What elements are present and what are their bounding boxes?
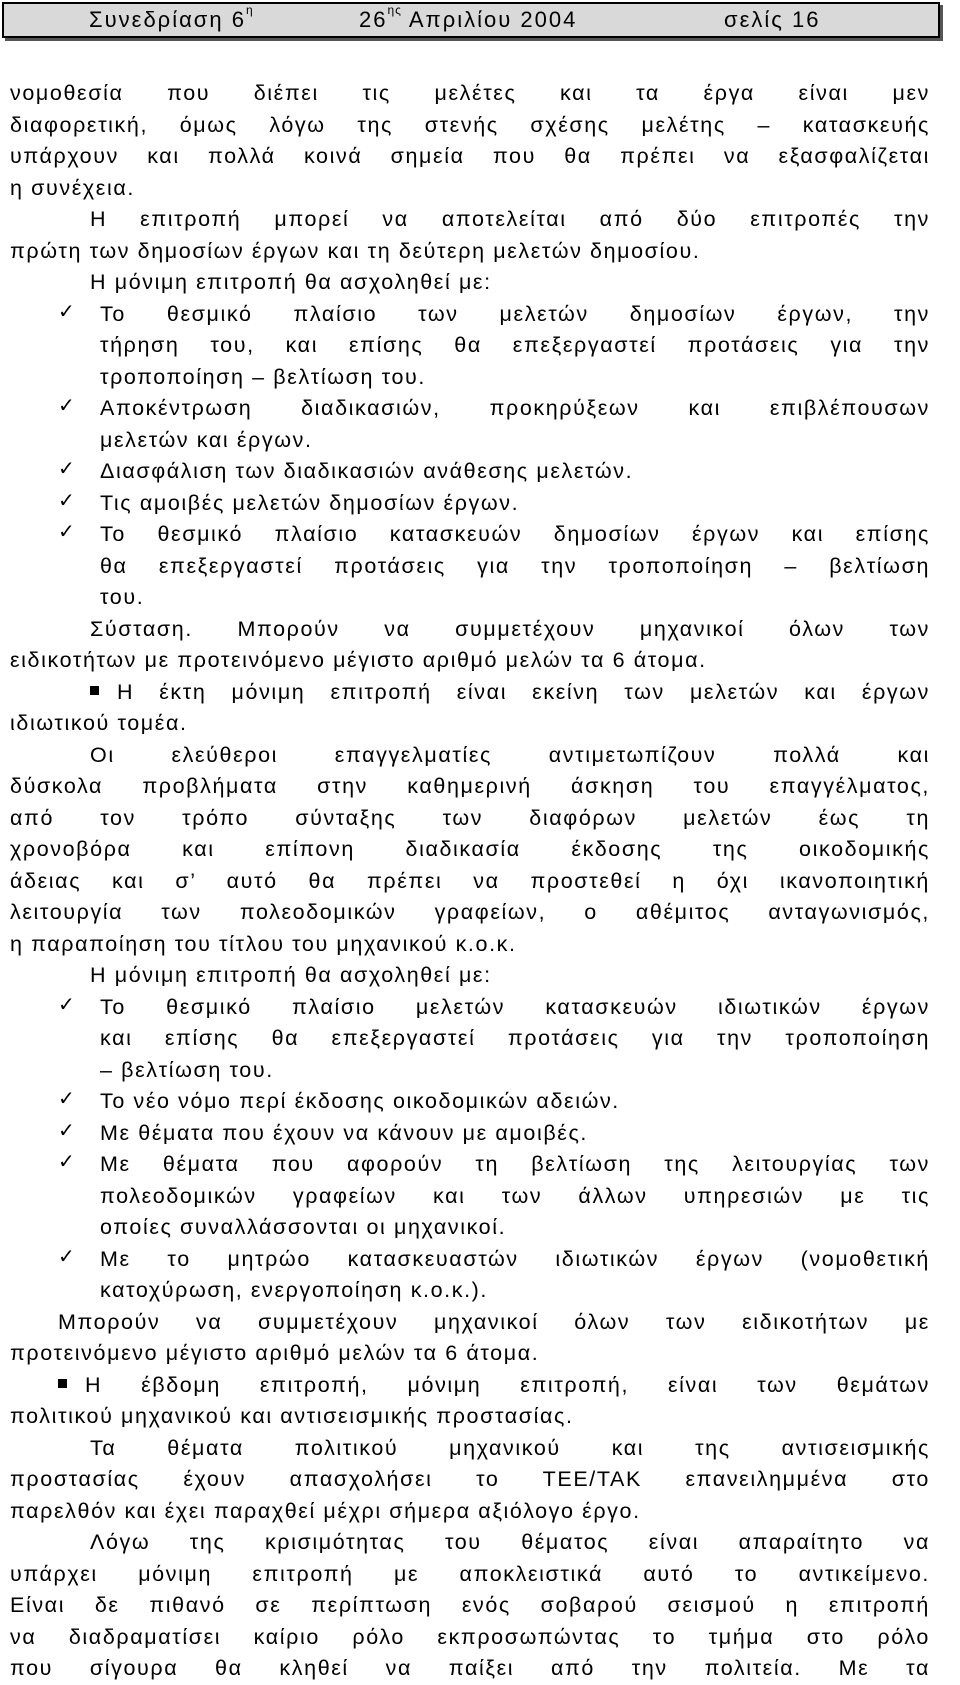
text-line: Οι ελεύθεροι επαγγελματίες αντιμετωπίζουν πολλά και: [90, 742, 930, 767]
text-line: άδειας και σ’ αυτό θα πρέπει να προστεθεί η όχι ικανοποιητική: [10, 868, 930, 893]
page-header: [2, 2, 940, 38]
check-icon: ✓: [58, 395, 75, 417]
list-item-cont: θα επεξεργαστεί προτάσεις για την τροποποίηση – βελτίωση: [100, 553, 930, 578]
list-item: Τις αμοιβές μελετών δημοσίων έργων.: [100, 490, 520, 515]
list-item: Αποκέντρωση διαδικασιών, προκηρύξεων και επιβλέπουσων: [100, 396, 930, 420]
page-number: σελίς 16: [724, 7, 821, 32]
list-item-cont: και επίσης θα επεξεργαστεί προτάσεις για την τροποποίηση: [100, 1026, 930, 1050]
list-item: Με το μητρώο κατασκευαστών ιδιωτικών έργων (νομοθετική: [100, 1246, 930, 1271]
text-line: πολιτικού μηχανικού και αντισεισμικής προστασίας.: [10, 1404, 574, 1428]
check-icon: ✓: [58, 1119, 75, 1142]
check-icon: ✓: [58, 1151, 75, 1173]
text-line: Λόγω της κρισιμότητας του θέματος είναι απαραίτητο να: [90, 1530, 930, 1554]
text-line: προστασίας έχουν απασχολήσει το ΤΕΕ/ΤΑΚ επανειλημμένα στο: [10, 1467, 930, 1491]
list-item-cont: μελετών και έργων.: [100, 427, 313, 452]
list-item-cont: πολεοδομικών γραφείων και των άλλων υπηρεσιών με τις: [100, 1183, 930, 1208]
text-line: δύσκολα προβλήματα στην καθημερινή άσκηση του επαγγέλματος,: [10, 774, 930, 798]
list-item-cont: κατοχύρωση, ενεργοποίηση κ.ο.κ.).: [100, 1278, 489, 1302]
square-bullet-icon: [90, 686, 99, 695]
text-line: πρώτη των δημοσίων έργων και τη δεύτερη μελετών δημοσίου.: [10, 238, 701, 263]
list-item-cont: – βελτίωση του.: [100, 1057, 274, 1082]
text-line: Είναι δε πιθανό σε περίπτωση ενός σοβαρού σεισμού η επιτροπή: [10, 1593, 930, 1617]
list-item: Το θεσμικό πλαίσιο κατασκευών δημοσίων έργων και επίσης: [100, 522, 930, 546]
list-item: Το νέο νόμο περί έκδοσης οικοδομικών αδειών.: [100, 1089, 620, 1113]
text-line: να διαδραματίσει καίριο ρόλο εκπροσωπώντας το τμήμα στο ρόλο: [10, 1624, 930, 1649]
list-item: Το θεσμικό πλαίσιο των μελετών δημοσίων έργων, την: [100, 301, 930, 326]
text-line: ιδιωτικού τομέα.: [10, 711, 188, 735]
text-line: Τα θέματα πολιτικού μηχανικού και της αντισεισμικής: [90, 1435, 930, 1460]
text-line: λειτουργία των πολεοδομικών γραφείων, ο αθέμιτος ανταγωνισμός,: [10, 900, 930, 924]
text-line: διαφορετική, όμως λόγω της στενής σχέσης μελέτης – κατασκευής: [10, 112, 930, 137]
check-icon: ✓: [58, 521, 75, 543]
date-label: $26^{\eta\varsigma}$ Απριλίου 2004: [359, 3, 578, 32]
text-line: η παραποίηση του τίτλου του μηχανικού κ.ο.κ.: [10, 931, 517, 956]
list-item-cont: τροποποίηση – βελτίωση του.: [100, 364, 426, 389]
text-line: Η έκτη μόνιμη επιτροπή είναι εκείνη των μελετών και έργων: [10, 677, 930, 709]
text-line: Η έβδομη επιτροπή, μόνιμη επιτροπή, είναι των θεμάτων: [10, 1370, 930, 1402]
list-item: Το θεσμικό πλαίσιο μελετών κατασκευών ιδιωτικών έργων: [100, 994, 930, 1019]
list-item-cont: τήρηση του, και επίσης θα επεξεργαστεί προτάσεις για την: [100, 333, 930, 357]
check-icon: ✓: [58, 1245, 75, 1268]
text-line: χρονοβόρα και επίπονη διαδικασία έκδοσης της οικοδομικής: [10, 837, 930, 861]
text-line: υπάρχει μόνιμη επιτροπή με αποκλειστικά αυτό το αντικείμενο.: [10, 1561, 930, 1586]
text-line: προτεινόμενο μέγιστο αριθμό μελών τα 6 άτομα.: [10, 1341, 540, 1365]
check-icon: ✓: [58, 993, 75, 1016]
list-item-cont: του.: [100, 585, 145, 609]
check-icon: ✓: [58, 300, 75, 323]
text-line: υπάρχουν και πολλά κοινά σημεία που θα πρέπει να εξασφαλίζεται: [10, 144, 930, 168]
list-item-cont: οποίες συναλλάσσονται οι μηχανικοί.: [100, 1215, 507, 1239]
text-line: Η μόνιμη επιτροπή θα ασχοληθεί με:: [90, 963, 492, 987]
list-item: Διασφάλιση των διαδικασιών ανάθεσης μελετών.: [100, 459, 634, 483]
list-item: Με θέματα που έχουν να κάνουν με αμοιβές.: [100, 1120, 589, 1145]
check-icon: ✓: [58, 489, 75, 512]
text-line: ειδικοτήτων με προτεινόμενο μέγιστο αριθμό μελών τα 6 άτομα.: [10, 648, 707, 672]
check-icon: ✓: [58, 458, 75, 480]
text-line: από τον τρόπο σύνταξης των διαφόρων μελετών έως τη: [10, 805, 930, 830]
session-label: Συνεδρίαση $6^\eta$: [89, 3, 254, 32]
text-line: Μπορούν να συμμετέχουν μηχανικοί όλων των ειδικοτήτων με: [58, 1309, 930, 1334]
text-line: Σύσταση. Μπορούν να συμμετέχουν μηχανικοί όλων των: [90, 616, 930, 641]
text-line: που σίγουρα θα κληθεί να παίξει από την πολιτεία. Με τα: [10, 1656, 930, 1680]
document-body: [10, 78, 930, 1685]
text-line: Η επιτροπή μπορεί να αποτελείται από δύο επιτροπές την: [90, 207, 930, 231]
list-item: Με θέματα που αφορούν τη βελτίωση της λειτουργίας των: [100, 1152, 930, 1176]
text-line: Η μόνιμη επιτροπή θα ασχοληθεί με:: [90, 270, 492, 294]
square-bullet-icon: [58, 1379, 67, 1388]
text-line: η συνέχεια.: [10, 175, 135, 200]
text-line: νομοθεσία που διέπει τις μελέτες και τα έργα είναι μεν: [10, 81, 930, 105]
check-icon: ✓: [58, 1088, 75, 1110]
text-line: παρελθόν και έχει παραχθεί μέχρι σήμερα αξιόλογο έργο.: [10, 1498, 641, 1523]
